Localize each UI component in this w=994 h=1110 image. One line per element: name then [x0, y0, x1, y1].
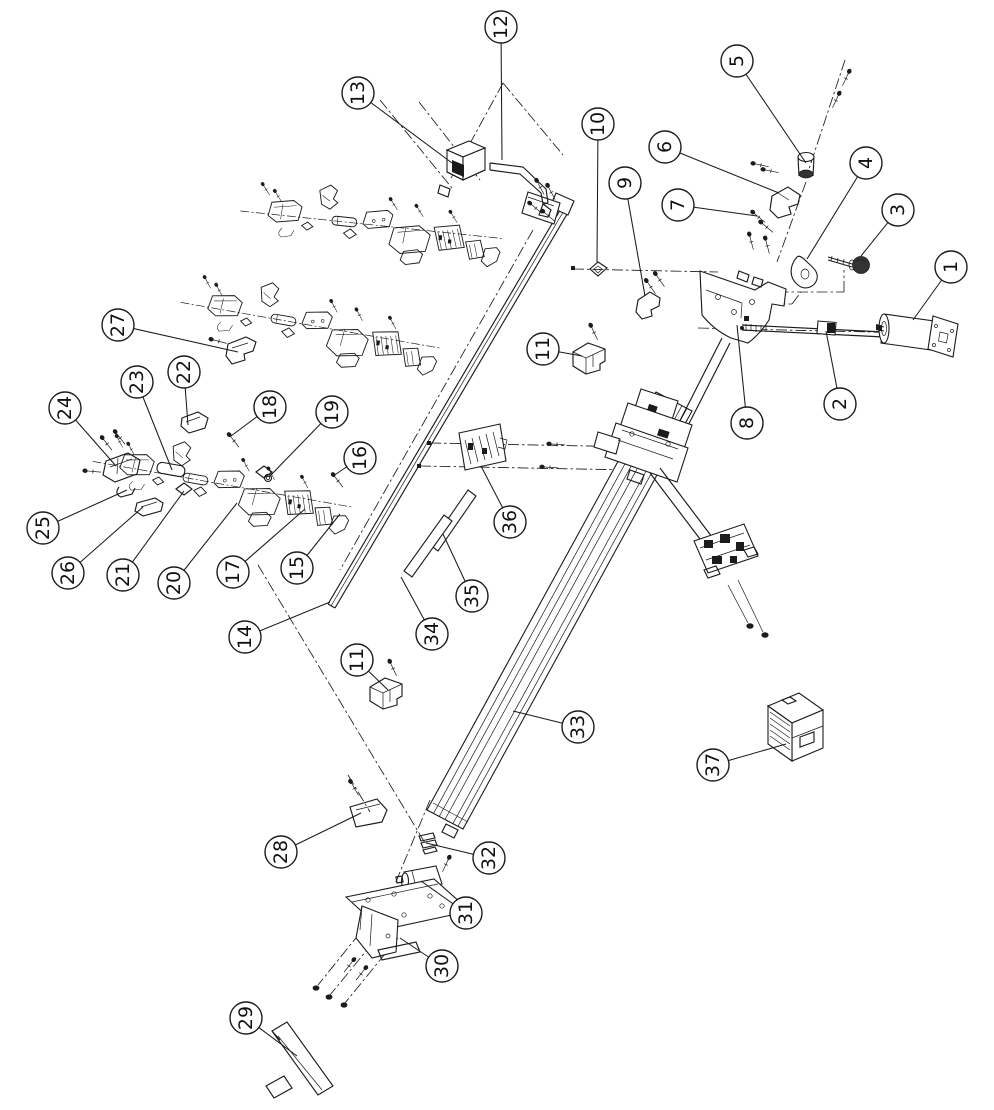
balloon-number: 28 [270, 839, 292, 865]
balloon-number: 8 [736, 416, 758, 430]
balloon-number: 2 [829, 397, 851, 411]
balloon-16 [333, 442, 376, 476]
subassembly-row-top [237, 176, 507, 274]
balloon-number: 15 [286, 555, 308, 581]
assembly-linework [82, 60, 958, 1098]
balloon-number: 5 [726, 54, 748, 68]
balloon-12 [485, 11, 517, 160]
pcb-module [650, 468, 769, 638]
leader-line [118, 325, 238, 352]
balloon-36 [481, 466, 526, 538]
balloon-number: 3 [887, 203, 909, 217]
balloon-number: 11 [346, 647, 368, 673]
balloon-5 [721, 45, 806, 163]
clip-11-lower [370, 658, 402, 709]
balloon-number: 7 [667, 198, 689, 212]
balloon-11 [341, 644, 388, 690]
bracket-9 [636, 270, 666, 319]
balloon-35 [443, 534, 488, 612]
balloon-number: 36 [499, 509, 521, 535]
bracket-28 [347, 778, 387, 827]
balloon-number: 32 [478, 845, 500, 871]
balloon-number: 4 [855, 156, 877, 170]
balloon-6 [649, 131, 779, 193]
clamp-24 [82, 428, 140, 482]
balloon-28 [265, 813, 361, 868]
balloon-number: 33 [567, 714, 589, 740]
balloon-number: 31 [455, 900, 477, 926]
balloon-1 [913, 251, 967, 320]
balloon-32 [426, 842, 505, 874]
nut-21 [176, 483, 192, 495]
balloon-number: 22 [173, 359, 195, 385]
leader-line [625, 183, 645, 296]
balloon-number: 18 [259, 394, 281, 420]
balloon-13 [342, 77, 452, 163]
subassembly-row-middle [174, 268, 446, 384]
balloon-number: 16 [349, 445, 371, 471]
spacer-23 [156, 462, 185, 478]
screw-16 [330, 471, 345, 488]
bracket-26 [135, 498, 163, 516]
balloon-number: 34 [421, 621, 443, 647]
balloon-number: 10 [587, 111, 609, 137]
balloon-18 [231, 391, 286, 436]
leader-line [737, 61, 806, 163]
balloon-number: 35 [461, 583, 483, 609]
knob-5 [798, 68, 852, 178]
bracket-6 [750, 161, 800, 218]
balloon-4 [807, 147, 882, 259]
leader-line [597, 124, 598, 262]
leader-line [501, 27, 502, 160]
balloon-number: 21 [112, 562, 134, 588]
balloon-number: 12 [490, 14, 512, 40]
balloon-number: 37 [702, 752, 724, 778]
strip-34 [404, 515, 452, 577]
clamp-4 [791, 256, 817, 288]
strip-29 [266, 1022, 333, 1098]
balloon-7 [662, 189, 757, 221]
leader-line [807, 163, 866, 259]
balloon-34 [401, 577, 448, 650]
balloon-number: 14 [234, 624, 256, 650]
balloon-number: 9 [614, 176, 636, 190]
balloon-number: 30 [431, 953, 453, 979]
controller-box-37 [768, 693, 823, 761]
balloon-number: 19 [321, 399, 343, 425]
leader-line [358, 93, 452, 163]
balloon-number: 13 [347, 80, 369, 106]
bracket-13 [438, 141, 485, 197]
balloon-number: 1 [940, 260, 962, 274]
balloon-number: 25 [32, 515, 54, 541]
clamp-22 [181, 412, 208, 433]
clip-11-upper [573, 322, 605, 374]
balloon-number: 26 [57, 560, 79, 586]
balloon-37 [697, 744, 786, 781]
arm-12 [490, 163, 556, 223]
balloon-25 [27, 490, 127, 544]
motor-1 [876, 314, 958, 357]
balloon-number: 20 [163, 570, 185, 596]
balloon-15 [281, 514, 340, 584]
balloon-2 [824, 331, 856, 420]
motor-mount-30 [313, 854, 470, 1008]
balloon-number: 24 [54, 395, 76, 421]
carriage-assembly [594, 338, 730, 484]
screw-3 [828, 256, 870, 274]
sensor-pcb-36 [459, 424, 565, 470]
balloon-number: 17 [222, 559, 244, 585]
subassembly-row-bottom [86, 427, 358, 543]
balloon-number: 23 [126, 369, 148, 395]
balloon-14 [229, 602, 330, 653]
balloon-24 [49, 392, 116, 466]
balloon-11 [527, 333, 582, 365]
balloon-30 [400, 938, 458, 982]
screws-7 [749, 209, 774, 234]
balloon-22 [168, 356, 200, 425]
balloon-3 [861, 194, 914, 256]
balloon-number: 27 [107, 312, 129, 338]
balloon-number: 6 [654, 140, 676, 154]
spring-25 [117, 487, 135, 497]
balloon-number: 11 [532, 336, 554, 362]
balloon-number: 29 [235, 1005, 257, 1031]
balloon-9 [609, 167, 645, 296]
callout-balloons [27, 11, 967, 1056]
